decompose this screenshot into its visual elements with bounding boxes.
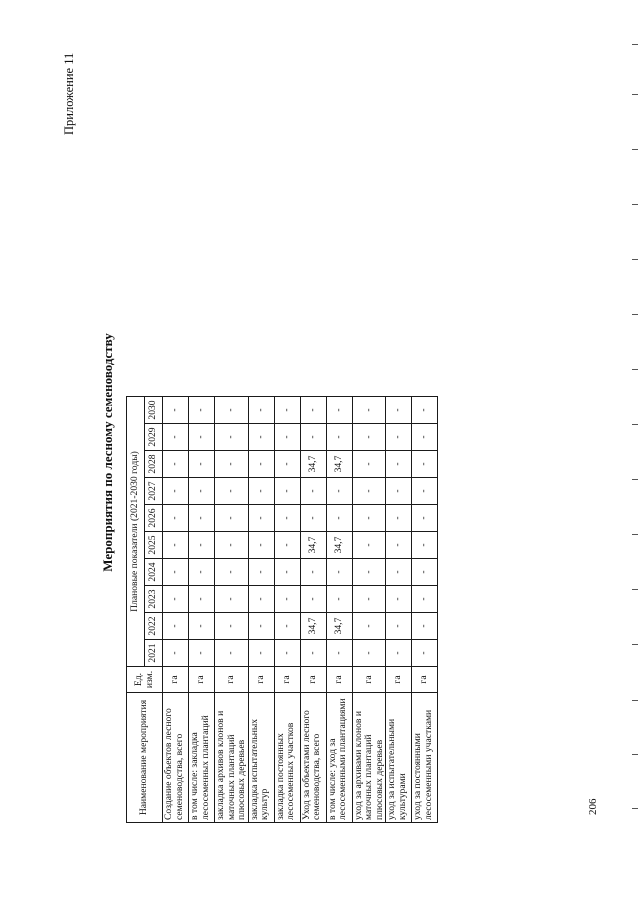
- row-value-2029: -: [274, 424, 300, 451]
- row-value-2021: -: [163, 640, 189, 667]
- row-value-2024: -: [352, 559, 386, 586]
- row-value-2023: -: [326, 586, 352, 613]
- row-value-2026: -: [386, 505, 412, 532]
- row-value-2028: -: [248, 451, 274, 478]
- row-unit: га: [326, 667, 352, 693]
- row-value-2025: -: [163, 532, 189, 559]
- row-value-2021: -: [215, 640, 249, 667]
- header-year-2022: 2022: [145, 613, 163, 640]
- row-value-2029: -: [300, 424, 326, 451]
- row-value-2029: -: [248, 424, 274, 451]
- row-value-2030: -: [352, 397, 386, 424]
- header-name: Наименование мероприятия: [127, 693, 163, 823]
- header-year-2030: 2030: [145, 397, 163, 424]
- row-unit: га: [412, 667, 438, 693]
- plan-table: [126, 396, 438, 823]
- row-value-2027: -: [274, 478, 300, 505]
- row-value-2026: -: [326, 505, 352, 532]
- row-value-2030: -: [215, 397, 249, 424]
- table-row: [326, 397, 352, 823]
- row-value-2022: 34,7: [326, 613, 352, 640]
- row-value-2023: -: [300, 586, 326, 613]
- row-value-2022: 34,7: [300, 613, 326, 640]
- header-year-2024: 2024: [145, 559, 163, 586]
- row-value-2025: 34,7: [326, 532, 352, 559]
- row-value-2023: -: [274, 586, 300, 613]
- row-value-2029: -: [215, 424, 249, 451]
- row-value-2027: -: [300, 478, 326, 505]
- row-value-2027: -: [248, 478, 274, 505]
- row-value-2026: -: [352, 505, 386, 532]
- header-year-2021: 2021: [145, 640, 163, 667]
- row-value-2022: -: [189, 613, 215, 640]
- row-value-2022: -: [274, 613, 300, 640]
- row-value-2028: -: [215, 451, 249, 478]
- row-value-2025: -: [274, 532, 300, 559]
- scan-margin-marks: [632, 0, 638, 905]
- row-value-2027: -: [352, 478, 386, 505]
- row-value-2030: -: [386, 397, 412, 424]
- table-row: [248, 397, 274, 823]
- row-value-2022: -: [163, 613, 189, 640]
- row-value-2021: -: [248, 640, 274, 667]
- row-value-2026: -: [248, 505, 274, 532]
- row-value-2023: -: [386, 586, 412, 613]
- header-plan-group: Плановые показатели (2021-2030 годы): [127, 397, 145, 667]
- row-value-2022: -: [412, 613, 438, 640]
- row-name: уход за испытательными культурами: [386, 693, 412, 823]
- row-value-2030: -: [300, 397, 326, 424]
- row-value-2026: -: [412, 505, 438, 532]
- row-value-2024: -: [189, 559, 215, 586]
- row-value-2021: -: [274, 640, 300, 667]
- row-value-2029: -: [352, 424, 386, 451]
- page-number: 206: [587, 798, 599, 815]
- row-name: в том числе: закладка лесосеменных плантаций: [189, 693, 215, 823]
- row-value-2023: -: [189, 586, 215, 613]
- row-value-2023: -: [248, 586, 274, 613]
- row-value-2027: -: [326, 478, 352, 505]
- row-value-2021: -: [300, 640, 326, 667]
- row-value-2029: -: [412, 424, 438, 451]
- page-title: Мероприятия по лесному семеноводству: [100, 333, 115, 572]
- table-row: [189, 397, 215, 823]
- row-value-2025: -: [352, 532, 386, 559]
- row-value-2027: -: [189, 478, 215, 505]
- table-row: [215, 397, 249, 823]
- row-name: уход за архивами клонов и маточных плантаций плюсовых деревьев: [352, 693, 386, 823]
- row-value-2029: -: [326, 424, 352, 451]
- row-name: закладка постоянных лесосеменных участков: [274, 693, 300, 823]
- row-name: закладка испытательных культур: [248, 693, 274, 823]
- table-row: [386, 397, 412, 823]
- row-value-2027: -: [386, 478, 412, 505]
- row-name: закладка архивов клонов и маточных плантаций плюсовых деревьев: [215, 693, 249, 823]
- table-row: [352, 397, 386, 823]
- row-name: в том числе: уход за лесосеменными плантациями: [326, 693, 352, 823]
- row-value-2024: -: [300, 559, 326, 586]
- header-year-2023: 2023: [145, 586, 163, 613]
- row-value-2026: -: [300, 505, 326, 532]
- row-value-2028: -: [274, 451, 300, 478]
- row-value-2021: -: [386, 640, 412, 667]
- row-value-2030: -: [274, 397, 300, 424]
- row-unit: га: [163, 667, 189, 693]
- row-value-2025: -: [215, 532, 249, 559]
- row-value-2022: -: [386, 613, 412, 640]
- row-value-2027: -: [412, 478, 438, 505]
- row-value-2025: -: [248, 532, 274, 559]
- table-row: [300, 397, 326, 823]
- row-value-2030: -: [163, 397, 189, 424]
- row-value-2026: -: [215, 505, 249, 532]
- row-value-2028: -: [412, 451, 438, 478]
- row-value-2027: -: [215, 478, 249, 505]
- row-value-2027: -: [163, 478, 189, 505]
- row-value-2028: -: [386, 451, 412, 478]
- row-value-2030: -: [412, 397, 438, 424]
- row-value-2024: -: [248, 559, 274, 586]
- row-value-2028: -: [163, 451, 189, 478]
- row-value-2021: -: [412, 640, 438, 667]
- row-value-2024: -: [215, 559, 249, 586]
- row-unit: га: [274, 667, 300, 693]
- row-value-2024: -: [326, 559, 352, 586]
- row-value-2030: -: [248, 397, 274, 424]
- table-row: [412, 397, 438, 823]
- row-value-2030: -: [189, 397, 215, 424]
- row-name: Создание объектов лесного семеноводства, всего: [163, 693, 189, 823]
- row-value-2022: -: [352, 613, 386, 640]
- row-value-2023: -: [163, 586, 189, 613]
- header-year-2029: 2029: [145, 424, 163, 451]
- row-value-2022: -: [248, 613, 274, 640]
- table-row: [163, 397, 189, 823]
- row-value-2028: 34,7: [300, 451, 326, 478]
- row-unit: га: [386, 667, 412, 693]
- row-value-2026: -: [189, 505, 215, 532]
- row-unit: га: [248, 667, 274, 693]
- row-unit: га: [215, 667, 249, 693]
- row-value-2023: -: [412, 586, 438, 613]
- row-unit: га: [300, 667, 326, 693]
- row-value-2024: -: [386, 559, 412, 586]
- row-unit: га: [352, 667, 386, 693]
- row-value-2024: -: [274, 559, 300, 586]
- header-unit: Ед. изм.: [127, 667, 163, 693]
- row-value-2026: -: [274, 505, 300, 532]
- row-value-2024: -: [163, 559, 189, 586]
- row-value-2025: 34,7: [300, 532, 326, 559]
- row-value-2021: -: [352, 640, 386, 667]
- row-value-2028: -: [189, 451, 215, 478]
- row-value-2022: -: [215, 613, 249, 640]
- header-year-2025: 2025: [145, 532, 163, 559]
- row-value-2023: -: [352, 586, 386, 613]
- row-value-2025: -: [412, 532, 438, 559]
- row-value-2029: -: [189, 424, 215, 451]
- row-value-2029: -: [386, 424, 412, 451]
- row-value-2025: -: [189, 532, 215, 559]
- header-year-2027: 2027: [145, 478, 163, 505]
- row-value-2021: -: [326, 640, 352, 667]
- row-value-2023: -: [215, 586, 249, 613]
- row-value-2029: -: [163, 424, 189, 451]
- row-unit: га: [189, 667, 215, 693]
- row-value-2028: 34,7: [326, 451, 352, 478]
- row-name: Уход за объектами лесного семеноводства, всего: [300, 693, 326, 823]
- header-year-2028: 2028: [145, 451, 163, 478]
- table-row: [274, 397, 300, 823]
- row-value-2026: -: [163, 505, 189, 532]
- row-value-2025: -: [386, 532, 412, 559]
- row-value-2030: -: [326, 397, 352, 424]
- header-year-2026: 2026: [145, 505, 163, 532]
- row-name: уход за постоянными лесосеменными участками: [412, 693, 438, 823]
- row-value-2024: -: [412, 559, 438, 586]
- row-value-2021: -: [189, 640, 215, 667]
- row-value-2028: -: [352, 451, 386, 478]
- appendix-label: Приложение 11: [62, 52, 76, 135]
